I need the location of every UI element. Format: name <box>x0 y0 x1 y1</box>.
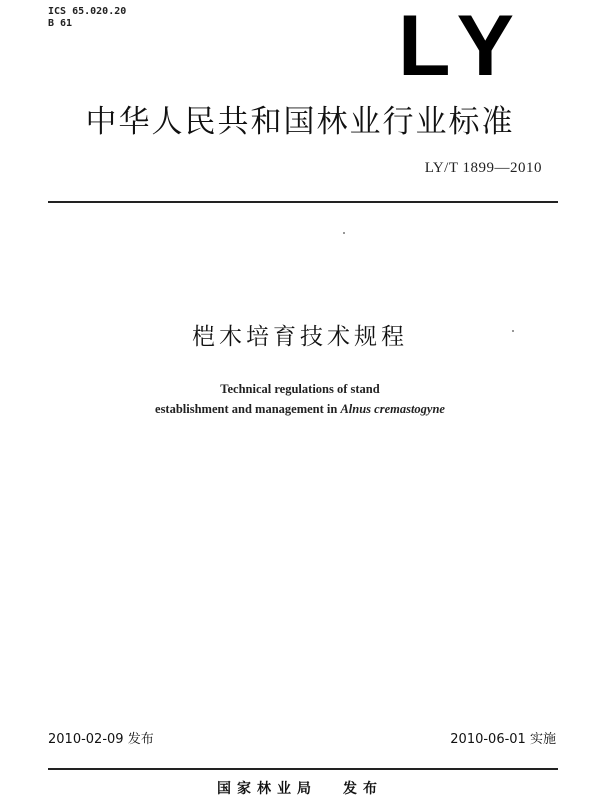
implementation-date-line <box>450 728 556 747</box>
standard-category-title: 中华人民共和国林业行业标准 <box>85 104 515 140</box>
publisher-name: 国家林业局 <box>217 781 317 797</box>
bottom-divider <box>48 768 558 770</box>
document-title-english-line1: Technical regulations of stand <box>220 382 380 396</box>
document-title-chinese: 桤木培育技术规程 <box>192 324 408 350</box>
standard-number: LY/T 1899—2010 <box>424 160 542 176</box>
implementation-label: 实施 <box>529 732 556 747</box>
document-title-english-line2 <box>0 402 600 417</box>
issue-label: 发布 <box>127 732 154 747</box>
ccs-code: B 61 <box>48 18 73 29</box>
ly-logo: LY <box>398 0 528 94</box>
english-title-prefix: establishment and management in <box>155 402 341 416</box>
issue-date-line <box>48 728 154 747</box>
species-name: Alnus cremastogyne <box>340 402 445 416</box>
classification-codes <box>48 6 126 30</box>
issue-date: 2010-02-09 <box>48 732 124 747</box>
top-divider <box>48 201 558 203</box>
publisher-action: 发布 <box>343 781 383 797</box>
publisher-line <box>0 778 600 798</box>
ics-code: ICS 65.020.20 <box>48 6 127 17</box>
implementation-date: 2010-06-01 <box>450 732 526 747</box>
scan-speck <box>343 232 345 234</box>
